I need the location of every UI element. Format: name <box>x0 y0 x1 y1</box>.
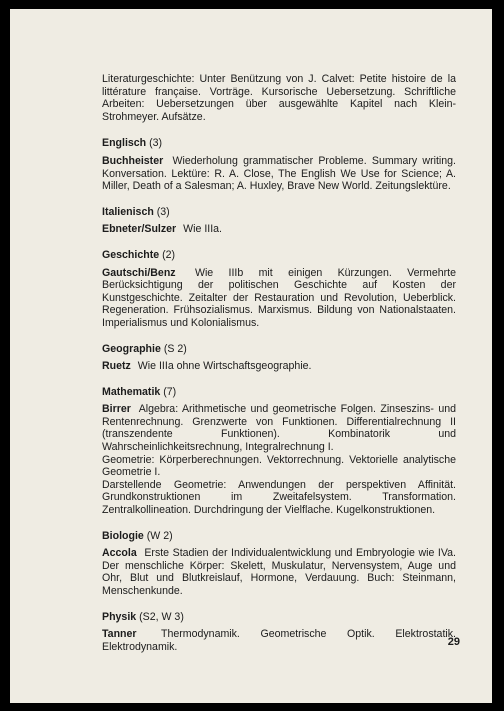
section-body-darstellende-geometrie: Darstellende Geometrie: Anwendungen der perspektiven Affinität. Grundkonstruktionen im Zweitafelsystem. Transformation. Zentralkollineation. Durchdringung der Vielflache. Kugelkonstruktionen. <box>102 478 456 517</box>
section-text: Erste Stadien der Individualentwicklung und Embryologie wie IVa. Der menschliche Körper: Skelett, Muskulatur, Nervensystem, Auge und Ohr, Blut und Blutkreislauf, Hormone, Verdauung. Buch: Steinmann, Menschenkunde. <box>102 547 456 597</box>
section-mathematik <box>102 386 456 517</box>
section-heading <box>102 530 456 543</box>
section-heading <box>102 137 456 150</box>
teacher-name: Birrer <box>102 403 131 416</box>
subject-hours: (S2, W 3) <box>139 610 184 623</box>
subject-hours: (3) <box>149 137 163 150</box>
section-text: Wiederholung grammatischer Probleme. Summary writing. Konversation. Lektüre: R. A. Close, The English We Use for Science; A. Miller, Death of a Salesman; A. Huxley, Brave New World. Zeitungslektüre. <box>102 154 456 193</box>
teacher-name: Tanner <box>102 628 137 641</box>
subject-name: Geographie <box>102 342 161 355</box>
subject-name: Physik <box>102 610 137 623</box>
teacher-name: Ruetz <box>102 360 131 373</box>
section-body <box>102 267 456 330</box>
section-text: Algebra: Arithmetische und geometrische Folgen. Zinseszins- und Rentenrechnung. Grenzwerte von Funktionen. Differentialrechnung II (transzendente Funktionen). Kombinatorik und Wahrscheinlichkeitsrechnung, Integralrechnung I. <box>102 403 456 454</box>
section-body-geometrie: Geometrie: Körperberechnungen. Vektorrechnung. Vektorielle analytische Geometrie I. <box>102 453 456 479</box>
section-body <box>102 403 456 453</box>
teacher-name: Gautschi/Benz <box>102 266 176 279</box>
page-number: 29 <box>447 636 460 648</box>
section-heading <box>102 249 456 262</box>
subject-name: Englisch <box>102 137 147 150</box>
section-body <box>102 360 456 373</box>
section-body <box>102 547 456 597</box>
section-physik <box>102 611 456 654</box>
document-page <box>10 9 492 703</box>
section-englisch <box>102 137 456 192</box>
teacher-name: Buchheister <box>102 154 164 167</box>
section-heading <box>102 343 456 356</box>
teacher-name: Ebneter/Sulzer <box>102 223 177 236</box>
teacher-name: Accola <box>102 547 137 560</box>
section-italienisch <box>102 206 456 236</box>
subject-hours: (W 2) <box>146 529 173 542</box>
section-body <box>102 628 456 653</box>
subject-hours: (S 2) <box>163 342 187 355</box>
intro-paragraph: Literaturgeschichte: Unter Benützung von J. Calvet: Petite histoire de la littérature française. Vorträge. Kursorische Uebersetzung. Schriftliche Arbeiten: Uebersetzungen über ausgewählte Kapitel nach Klein-Strohmeyer. Aufsätze. <box>102 73 456 123</box>
section-body <box>102 223 456 236</box>
subject-name: Mathematik <box>102 385 161 398</box>
section-text: Wie IIIb mit einigen Kürzungen. Vermehrte Berücksichtigung der politischen Geschichte auf Kosten der Kunstgeschichte. Zeitalter der Restauration und Revolution, Ueberblick. Regeneration. Frühsozialismus. Marxismus. Bildung von Nationalstaaten. Imperialismus und Kolonialismus. <box>102 266 456 329</box>
section-heading <box>102 386 456 399</box>
section-text: Thermodynamik. Geometrische Optik. Elektrostatik. Elektrodynamik. <box>102 628 456 653</box>
page-content <box>102 73 456 666</box>
subject-name: Geschichte <box>102 248 160 261</box>
subject-name: Biologie <box>102 529 144 542</box>
section-body <box>102 155 456 193</box>
subject-hours: (2) <box>162 248 176 261</box>
subject-name: Italienisch <box>102 205 154 218</box>
subject-hours: (7) <box>163 385 177 398</box>
section-geographie <box>102 343 456 373</box>
section-heading <box>102 206 456 219</box>
subject-hours: (3) <box>156 205 170 218</box>
section-heading <box>102 611 456 624</box>
section-geschichte <box>102 249 456 330</box>
section-text: Wie IIIa ohne Wirtschaftsgeographie. <box>137 360 312 373</box>
section-text: Wie IIIa. <box>183 223 222 236</box>
section-biologie <box>102 530 456 598</box>
